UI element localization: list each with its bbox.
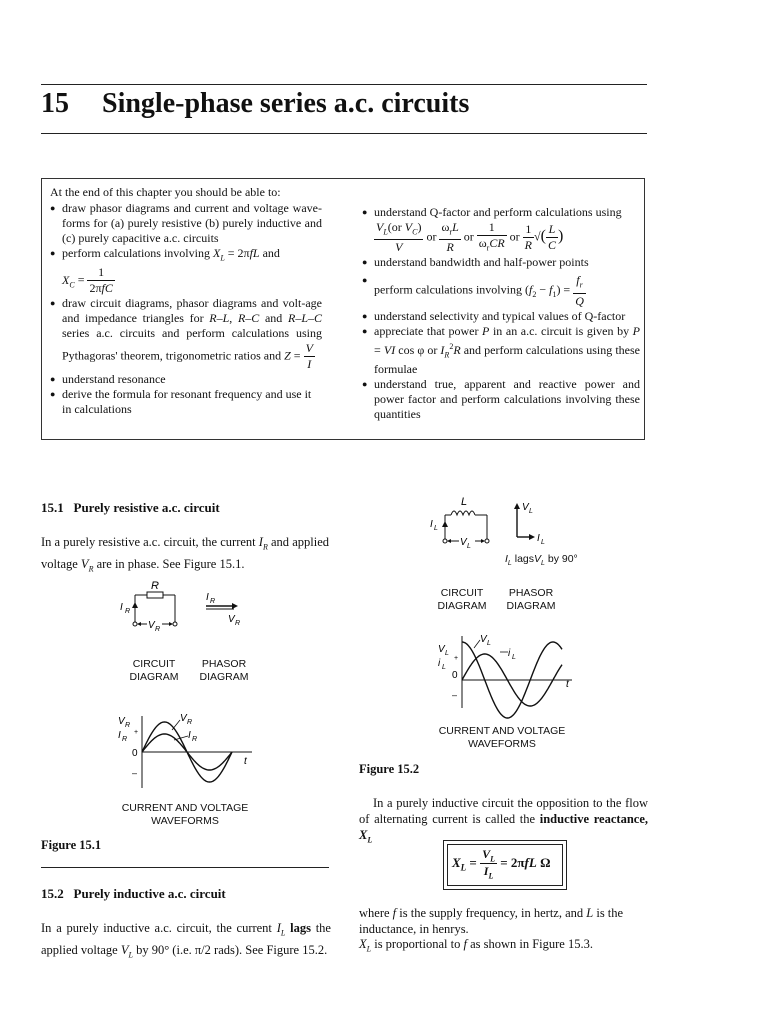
reactance-formula-box (443, 840, 567, 890)
figure-15-1-circuit-label: CIRCUIT DIAGRAM (129, 658, 179, 683)
figure-15-2-waveform (430, 630, 580, 720)
svg-text:V: V (180, 713, 187, 724)
svg-text:V: V (480, 634, 487, 645)
top-rule (41, 84, 647, 85)
bottom-rule (41, 133, 647, 134)
figure-15-2-circuit-label: CIRCUIT DIAGRAM (437, 587, 487, 612)
svg-text:L: L (467, 543, 471, 550)
figure-15-2-phasor-label: PHASOR DIAGRAM (506, 587, 556, 612)
frequency-paragraph: where f is the supply frequency, in hertz, and L is the inductance, in henrys. (359, 906, 624, 936)
objective-item: ● understand selectivity and typical values of Q-factor (362, 309, 640, 324)
svg-text:L: L (445, 650, 449, 657)
svg-text:L: L (541, 539, 545, 546)
svg-text:–: – (452, 690, 458, 700)
svg-text:R: R (187, 719, 193, 726)
proportional-paragraph: $X_L$ is proportional to f as shown in Figure 15.3. (359, 937, 593, 954)
objective-item: ● understand resonance (50, 372, 322, 387)
section-15-2-heading: 15.2 Purely inductive a.c. circuit (41, 886, 226, 901)
figure-15-2-caption: Figure 15.2 (359, 762, 420, 776)
chapter-title: Single-phase series a.c. circuits (102, 88, 470, 119)
figure-15-1-phasor-diagram (200, 588, 250, 628)
svg-text:L: L (529, 508, 533, 515)
svg-text:I: I (188, 730, 191, 741)
svg-text:R: R (125, 608, 131, 615)
svg-text:V: V (148, 620, 155, 631)
svg-text:L: L (461, 496, 468, 508)
figure-15-1-waveform (112, 708, 262, 798)
figure-15-2-phasor-diagram (505, 497, 555, 547)
objective-item: ● derive the formula for resonant frequency and use it in calculations (50, 387, 322, 417)
svg-text:I: I (430, 519, 433, 530)
reactance-formula: $X_L$ = $\frac{V_L}{I_L}$ = 2πfL Ω (452, 847, 551, 881)
objective-item: ● understand true, apparent and reactive power and power factor and perform calculations involving these quantities (362, 377, 640, 422)
svg-text:L: L (512, 654, 516, 661)
svg-text:+: + (134, 729, 139, 736)
svg-text:R: R (192, 736, 198, 743)
objective-item: ● perform calculations involving $(f_2 - f_1)$ = $\frac{f_r}{Q}$ (362, 273, 640, 308)
svg-text:V: V (460, 537, 467, 548)
svg-text:0: 0 (132, 748, 138, 759)
figure-15-1-caption: Figure 15.1 (41, 838, 102, 852)
chapter-number: 15 (41, 88, 69, 119)
objective-item: ● perform calculations involving $X_L = 2\pi fL$ and $X_C$ = $\frac{1}{\text{2πfC}}$ (50, 246, 322, 296)
svg-text:V: V (228, 614, 235, 625)
svg-text:R: R (235, 620, 241, 627)
svg-text:+: + (454, 655, 459, 662)
svg-text:R: R (210, 598, 216, 605)
svg-text:R: R (155, 626, 161, 633)
svg-text:t: t (244, 756, 247, 767)
figure-15-2-circuit-diagram (425, 495, 495, 550)
objective-item: ● appreciate that power P in an a.c. circuit is given by P = VI cos φ or $I_R^2R$ and perform calculations using these formulae (362, 324, 640, 377)
objectives-box (41, 178, 645, 440)
svg-text:I: I (537, 533, 540, 544)
svg-text:–: – (132, 768, 138, 778)
svg-text:t: t (566, 679, 569, 690)
svg-text:V: V (438, 644, 445, 655)
objective-item: ● understand Q-factor and perform calculations using $\frac{V_L(or V_C)}{V}$ or $\frac{\omega_rL}{R}$ or $\frac{1}{\omega_rCR}$ or $\frac{1}{R}$ √( $\frac{L}{C}$ ) (362, 205, 640, 255)
svg-text:R: R (151, 580, 159, 592)
figure-15-1-circuit-diagram (115, 578, 195, 638)
section-15-1-paragraph: In a purely resistive a.c. circuit, the current $I_R$ and applied voltage $V_R$ are in phase. See Figure 15.1. (41, 535, 329, 573)
svg-text:i: i (438, 658, 441, 669)
objectives-left-list (50, 201, 322, 417)
section-15-1-heading: 15.1 Purely resistive a.c. circuit (41, 500, 220, 515)
figure-15-2-lag-note: $I_L$ lagsV$_L$ by 90° (505, 553, 578, 568)
svg-text:i: i (508, 648, 511, 659)
svg-text:0: 0 (452, 670, 458, 681)
lags-word: lags (514, 553, 535, 565)
objective-item: ● understand bandwidth and half-power points (362, 255, 640, 270)
inductive-reactance-paragraph: In a purely inductive circuit the opposition to the flow of alternating current is called the inductive reactance, $X_L$ (359, 796, 648, 845)
objectives-intro: At the end of this chapter you should be able to: (50, 185, 281, 199)
svg-text:L: L (487, 640, 491, 647)
svg-text:I: I (120, 602, 123, 613)
svg-text:R: R (122, 736, 128, 743)
section-divider (41, 867, 329, 868)
svg-text:I: I (206, 592, 209, 603)
svg-text:R: R (125, 722, 131, 729)
svg-text:L: L (442, 664, 446, 671)
svg-text:I: I (118, 730, 121, 741)
figure-15-2-waveform-label: CURRENT AND VOLTAGE WAVEFORMS (438, 725, 566, 750)
figure-15-1-waveform-label: CURRENT AND VOLTAGE WAVEFORMS (121, 802, 249, 827)
svg-text:V: V (522, 502, 529, 513)
objectives-right-list (362, 205, 640, 422)
objective-item: ● draw phasor diagrams and current and voltage wave-forms for (a) purely resistive (b) purely inductive and (c) purely capacitive a.c. circuits (50, 201, 322, 246)
section-15-2-paragraph: In a purely inductive a.c. circuit, the current $I_L$ lags the applied voltage $V_L$ by 90° (i.e. π/2 rads). See Figure 15.2. (41, 921, 331, 959)
by-90-text: by 90° (547, 553, 578, 565)
objective-item: ● draw circuit diagrams, phasor diagrams and volt-age and impedance triangles for R–L, R–C and R–L–C series a.c. circuits and perform calculations using Pythagoras' theorem, trigonometric ratios and Z = $\frac{V}{I}$ (50, 296, 322, 372)
figure-15-1-phasor-label: PHASOR DIAGRAM (199, 658, 249, 683)
svg-text:V: V (118, 716, 125, 727)
svg-text:L: L (434, 525, 438, 532)
